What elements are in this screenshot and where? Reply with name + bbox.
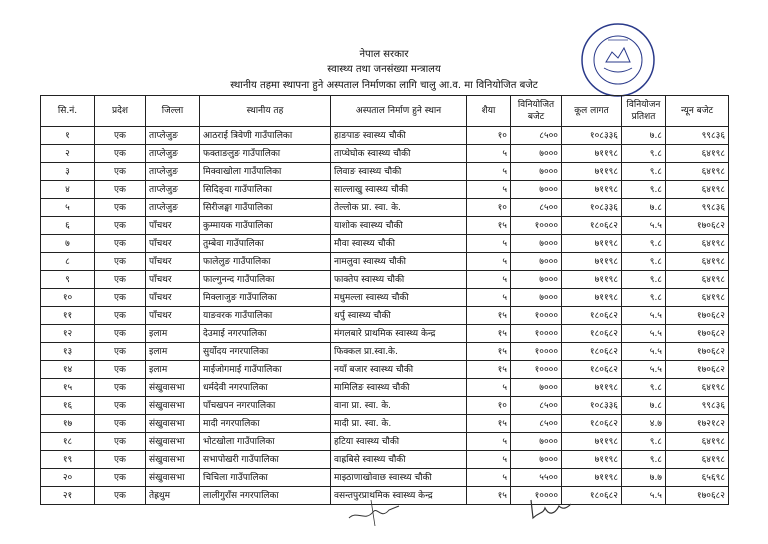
- cell-district: पाँचथर: [146, 217, 200, 235]
- cell-deficit-budget: ६४१९८: [666, 289, 729, 307]
- cell-total-cost: १०८३३६: [562, 397, 622, 415]
- document-title: स्थानीय तहमा स्थापना हुने अस्पताल निर्माणका लागि चालु आ.व. मा विनियोजित बजेट: [230, 80, 538, 91]
- cell-deficit-budget: ६४१९८: [666, 433, 729, 451]
- cell-province: एक: [95, 379, 146, 397]
- cell-deficit-budget: ६४१९८: [666, 145, 729, 163]
- cell-beds: ५: [467, 163, 511, 181]
- cell-province: एक: [95, 433, 146, 451]
- col-header-hospital-site: अस्पताल निर्माण हुने स्थान: [331, 96, 467, 127]
- cell-total-cost: १८०६८२: [562, 361, 622, 379]
- budget-table: [40, 95, 729, 505]
- cell-allocated-budget: ८५००: [511, 415, 562, 433]
- cell-local-level: सिरीजङ्घा गाउँपालिका: [200, 199, 331, 217]
- cell-sn: २: [41, 145, 95, 163]
- cell-deficit-budget: १७०६८२: [666, 325, 729, 343]
- cell-local-level: पाँचखपन नगरपालिका: [200, 397, 331, 415]
- government-title: नेपाल सरकार: [359, 49, 409, 60]
- cell-province: एक: [95, 217, 146, 235]
- table-row: [41, 451, 729, 469]
- cell-province: एक: [95, 325, 146, 343]
- cell-total-cost: ७११९८: [562, 451, 622, 469]
- cell-total-cost: १८०६८२: [562, 217, 622, 235]
- cell-total-cost: १८०६८२: [562, 415, 622, 433]
- cell-total-cost: १८०६८२: [562, 307, 622, 325]
- cell-local-level: आठराई त्रिवेणी गाउँपालिका: [200, 127, 331, 145]
- cell-sn: १४: [41, 361, 95, 379]
- cell-district: संखुवासभा: [146, 397, 200, 415]
- cell-province: एक: [95, 253, 146, 271]
- cell-local-level: मादी नगरपालिका: [200, 415, 331, 433]
- cell-hospital-site: माझ्ठाणाखोवाछ स्वास्थ्य चौकी: [331, 469, 467, 487]
- cell-sn: १०: [41, 289, 95, 307]
- cell-district: तेह्रथुम: [146, 487, 200, 505]
- cell-local-level: लालीगुराँस नगरपालिका: [200, 487, 331, 505]
- cell-local-level: फक्ताङलुङ गाउँपालिका: [200, 145, 331, 163]
- cell-total-cost: ७११९८: [562, 145, 622, 163]
- cell-province: एक: [95, 199, 146, 217]
- cell-beds: ५: [467, 289, 511, 307]
- col-header-district: जिल्ला: [146, 96, 200, 127]
- cell-total-cost: ७११९८: [562, 379, 622, 397]
- cell-deficit-budget: १७२१८२: [666, 415, 729, 433]
- table-row: [41, 307, 729, 325]
- cell-deficit-budget: ६४१९८: [666, 271, 729, 289]
- cell-local-level: मिक्लाजुङ गाउँपालिका: [200, 289, 331, 307]
- cell-sn: ११: [41, 307, 95, 325]
- cell-district: संखुवासभा: [146, 433, 200, 451]
- cell-hospital-site: वसन्तपुरप्राथमिक स्वास्थ्य केन्द्र: [331, 487, 467, 505]
- cell-province: एक: [95, 289, 146, 307]
- cell-hospital-site: वाना प्रा. स्वा. के.: [331, 397, 467, 415]
- cell-allocation-percent: ४.७: [622, 415, 666, 433]
- table-row: [41, 127, 729, 145]
- cell-hospital-site: साल्लाखु स्वास्थ्य चौकी: [331, 181, 467, 199]
- cell-allocated-budget: ७०००: [511, 145, 562, 163]
- cell-hospital-site: मंगलबारे प्राथमिक स्वास्थ्य केन्द्र: [331, 325, 467, 343]
- cell-province: एक: [95, 343, 146, 361]
- cell-local-level: याङवरक गाउँपालिका: [200, 307, 331, 325]
- cell-beds: ५: [467, 379, 511, 397]
- cell-allocated-budget: ७०००: [511, 163, 562, 181]
- cell-hospital-site: मादी प्रा. स्वा. के.: [331, 415, 467, 433]
- col-header-allocated-budget: विनियोजित बजेट: [511, 96, 562, 127]
- cell-hospital-site: ताप्थेघोक स्वास्थ्य चौकी: [331, 145, 467, 163]
- cell-district: पाँचथर: [146, 271, 200, 289]
- cell-allocation-percent: ५.५: [622, 487, 666, 505]
- cell-district: संखुवासभा: [146, 469, 200, 487]
- cell-allocation-percent: ९.८: [622, 433, 666, 451]
- cell-sn: ३: [41, 163, 95, 181]
- cell-beds: ५: [467, 145, 511, 163]
- cell-deficit-budget: ६४१९८: [666, 235, 729, 253]
- cell-district: इलाम: [146, 325, 200, 343]
- cell-province: एक: [95, 145, 146, 163]
- cell-hospital-site: फाक्तेप स्वास्थ्य चौकी: [331, 271, 467, 289]
- signature-2: [525, 494, 575, 522]
- cell-deficit-budget: ६५६९८: [666, 469, 729, 487]
- cell-local-level: सिदिङ्वा गाउँपालिका: [200, 181, 331, 199]
- table-row: [41, 163, 729, 181]
- cell-province: एक: [95, 487, 146, 505]
- cell-allocation-percent: ९.८: [622, 271, 666, 289]
- cell-total-cost: १८०६८२: [562, 325, 622, 343]
- cell-local-level: फालेलुङ गाउँपालिका: [200, 253, 331, 271]
- cell-deficit-budget: ६४१९८: [666, 253, 729, 271]
- cell-local-level: तुम्बेवा गाउँपालिका: [200, 235, 331, 253]
- cell-allocated-budget: ७०००: [511, 433, 562, 451]
- cell-district: ताप्लेजुङ: [146, 199, 200, 217]
- cell-allocation-percent: ५.५: [622, 361, 666, 379]
- cell-beds: ५: [467, 253, 511, 271]
- cell-province: एक: [95, 163, 146, 181]
- cell-local-level: सुर्योदय नगरपालिका: [200, 343, 331, 361]
- cell-beds: १५: [467, 343, 511, 361]
- cell-allocated-budget: ८५००: [511, 397, 562, 415]
- cell-allocated-budget: ८५००: [511, 199, 562, 217]
- cell-sn: १५: [41, 379, 95, 397]
- cell-district: पाँचथर: [146, 253, 200, 271]
- table-row: [41, 271, 729, 289]
- cell-allocated-budget: १००००: [511, 361, 562, 379]
- ministry-title: स्वास्थ्य तथा जनसंख्या मन्त्रालय: [327, 64, 441, 75]
- cell-beds: ५: [467, 271, 511, 289]
- cell-deficit-budget: ६४१९८: [666, 163, 729, 181]
- cell-sn: ४: [41, 181, 95, 199]
- cell-deficit-budget: १७०६८२: [666, 343, 729, 361]
- cell-province: एक: [95, 361, 146, 379]
- cell-beds: ५: [467, 433, 511, 451]
- cell-sn: १२: [41, 325, 95, 343]
- cell-province: एक: [95, 271, 146, 289]
- table-row: [41, 469, 729, 487]
- table-row: [41, 217, 729, 235]
- cell-total-cost: ७११९८: [562, 181, 622, 199]
- table-row: [41, 433, 729, 451]
- cell-sn: १९: [41, 451, 95, 469]
- cell-beds: १०: [467, 397, 511, 415]
- cell-hospital-site: नयाँ बजार स्वास्थ्य चौकी: [331, 361, 467, 379]
- cell-sn: ६: [41, 217, 95, 235]
- table-row: [41, 145, 729, 163]
- cell-allocation-percent: ७.८: [622, 199, 666, 217]
- cell-allocated-budget: ७०००: [511, 235, 562, 253]
- cell-sn: २१: [41, 487, 95, 505]
- cell-hospital-site: फिक्कल प्रा.स्वा.के.: [331, 343, 467, 361]
- cell-deficit-budget: १७०६८२: [666, 217, 729, 235]
- cell-allocation-percent: ९.८: [622, 379, 666, 397]
- cell-deficit-budget: १७०६८२: [666, 361, 729, 379]
- cell-deficit-budget: ६४१९८: [666, 379, 729, 397]
- cell-hospital-site: तेल्लोक प्रा. स्वा. के.: [331, 199, 467, 217]
- table-row: [41, 289, 729, 307]
- cell-beds: ५: [467, 451, 511, 469]
- cell-allocated-budget: १००००: [511, 343, 562, 361]
- cell-local-level: मिक्वाखोला गाउँपालिका: [200, 163, 331, 181]
- cell-beds: ५: [467, 469, 511, 487]
- cell-sn: ५: [41, 199, 95, 217]
- cell-hospital-site: वाह्रबिसे स्वास्थ्य चौकी: [331, 451, 467, 469]
- cell-district: ताप्लेजुङ: [146, 145, 200, 163]
- cell-hospital-site: नामलुवा स्वास्थ्य चौकी: [331, 253, 467, 271]
- cell-province: एक: [95, 181, 146, 199]
- cell-local-level: फाल्गुनन्द गाउँपालिका: [200, 271, 331, 289]
- cell-beds: १०: [467, 199, 511, 217]
- cell-allocation-percent: ५.५: [622, 307, 666, 325]
- table-row: [41, 397, 729, 415]
- cell-allocation-percent: ९.८: [622, 451, 666, 469]
- cell-allocation-percent: ५.५: [622, 325, 666, 343]
- cell-allocated-budget: ७०००: [511, 451, 562, 469]
- cell-sn: १८: [41, 433, 95, 451]
- table-row: [41, 415, 729, 433]
- cell-allocated-budget: १००००: [511, 307, 562, 325]
- cell-hospital-site: मौवा स्वास्थ्य चौकी: [331, 235, 467, 253]
- cell-hospital-site: हटिया स्वास्थ्य चौकी: [331, 433, 467, 451]
- cell-hospital-site: मामिलिङ स्वास्थ्य चौकी: [331, 379, 467, 397]
- cell-hospital-site: थर्पु स्वास्थ्य चौकी: [331, 307, 467, 325]
- cell-province: एक: [95, 451, 146, 469]
- col-header-beds: शैया: [467, 96, 511, 127]
- cell-beds: १५: [467, 307, 511, 325]
- cell-sn: २०: [41, 469, 95, 487]
- cell-deficit-budget: १७०६८२: [666, 307, 729, 325]
- cell-deficit-budget: १७०६८२: [666, 487, 729, 505]
- col-header-sn: सि.नं.: [41, 96, 95, 127]
- cell-allocation-percent: ९.८: [622, 181, 666, 199]
- table-row: [41, 235, 729, 253]
- cell-deficit-budget: ९९८३६: [666, 199, 729, 217]
- cell-sn: १७: [41, 415, 95, 433]
- cell-allocation-percent: ९.८: [622, 163, 666, 181]
- cell-sn: १: [41, 127, 95, 145]
- cell-local-level: कुम्मायक गाउँपालिका: [200, 217, 331, 235]
- cell-allocated-budget: १००००: [511, 487, 562, 505]
- cell-province: एक: [95, 307, 146, 325]
- cell-local-level: धर्मदेवी नगरपालिका: [200, 379, 331, 397]
- cell-beds: १५: [467, 361, 511, 379]
- cell-province: एक: [95, 235, 146, 253]
- cell-deficit-budget: ६४१९८: [666, 451, 729, 469]
- cell-beds: १०: [467, 127, 511, 145]
- cell-province: एक: [95, 415, 146, 433]
- cell-allocation-percent: ९.८: [622, 289, 666, 307]
- cell-allocation-percent: ७.७: [622, 469, 666, 487]
- cell-hospital-site: हाङपाङ स्वास्थ्य चौकी: [331, 127, 467, 145]
- col-header-total-cost: कूल लागत: [562, 96, 622, 127]
- cell-total-cost: ७११९८: [562, 235, 622, 253]
- cell-district: संखुवासभा: [146, 451, 200, 469]
- col-header-allocation-percent: विनियोजन प्रतिशत: [622, 96, 666, 127]
- cell-total-cost: ७११९८: [562, 433, 622, 451]
- cell-total-cost: १८०६८२: [562, 487, 622, 505]
- cell-local-level: भोटखोला गाउँपालिका: [200, 433, 331, 451]
- cell-total-cost: ७११९८: [562, 253, 622, 271]
- cell-hospital-site: लिवाङ स्वास्थ्य चौकी: [331, 163, 467, 181]
- cell-total-cost: १०८३३६: [562, 199, 622, 217]
- cell-beds: १५: [467, 217, 511, 235]
- cell-district: पाँचथर: [146, 235, 200, 253]
- cell-district: इलाम: [146, 343, 200, 361]
- cell-allocation-percent: ७.८: [622, 127, 666, 145]
- table-row: [41, 181, 729, 199]
- cell-total-cost: ७११९८: [562, 271, 622, 289]
- cell-local-level: देउमाई नगरपालिका: [200, 325, 331, 343]
- cell-allocated-budget: ५५००: [511, 469, 562, 487]
- cell-district: ताप्लेजुङ: [146, 181, 200, 199]
- cell-sn: ७: [41, 235, 95, 253]
- cell-allocation-percent: ५.५: [622, 217, 666, 235]
- cell-allocated-budget: ८५००: [511, 127, 562, 145]
- cell-hospital-site: याशोक स्वास्थ्य चौकी: [331, 217, 467, 235]
- cell-total-cost: १०८३३६: [562, 127, 622, 145]
- cell-province: एक: [95, 397, 146, 415]
- cell-district: ताप्लेजुङ: [146, 163, 200, 181]
- table-row: [41, 379, 729, 397]
- cell-province: एक: [95, 469, 146, 487]
- cell-allocated-budget: ७०००: [511, 289, 562, 307]
- signature-1: [345, 496, 405, 528]
- cell-deficit-budget: ९९८३६: [666, 127, 729, 145]
- cell-sn: १३: [41, 343, 95, 361]
- cell-allocated-budget: ७०००: [511, 181, 562, 199]
- cell-allocation-percent: ९.८: [622, 253, 666, 271]
- table-row: [41, 343, 729, 361]
- cell-allocation-percent: ७.८: [622, 397, 666, 415]
- cell-allocated-budget: ७०००: [511, 379, 562, 397]
- cell-district: पाँचथर: [146, 289, 200, 307]
- cell-province: एक: [95, 127, 146, 145]
- cell-sn: ८: [41, 253, 95, 271]
- cell-beds: १५: [467, 415, 511, 433]
- cell-total-cost: १८०६८२: [562, 343, 622, 361]
- cell-allocation-percent: ९.८: [622, 235, 666, 253]
- cell-district: इलाम: [146, 361, 200, 379]
- cell-allocated-budget: १००००: [511, 325, 562, 343]
- cell-local-level: माईजोगमाई गाउँपालिका: [200, 361, 331, 379]
- col-header-province: प्रदेश: [95, 96, 146, 127]
- table-row: [41, 325, 729, 343]
- cell-deficit-budget: ९९८३६: [666, 397, 729, 415]
- table-row: [41, 253, 729, 271]
- cell-total-cost: ७११९८: [562, 469, 622, 487]
- cell-sn: १६: [41, 397, 95, 415]
- cell-sn: ९: [41, 271, 95, 289]
- cell-local-level: सभापोखरी गाउँपालिका: [200, 451, 331, 469]
- cell-beds: ५: [467, 181, 511, 199]
- cell-total-cost: ७११९८: [562, 289, 622, 307]
- cell-deficit-budget: ६४१९८: [666, 181, 729, 199]
- cell-beds: १५: [467, 487, 511, 505]
- cell-local-level: चिचिला गाउँपालिका: [200, 469, 331, 487]
- cell-district: संखुवासभा: [146, 415, 200, 433]
- table-header-row: [41, 96, 729, 127]
- cell-district: संखुवासभा: [146, 379, 200, 397]
- table-row: [41, 199, 729, 217]
- col-header-local-level: स्थानीय तह: [200, 96, 331, 127]
- cell-hospital-site: मधुमल्ला स्वास्थ्य चौकी: [331, 289, 467, 307]
- cell-allocated-budget: १००००: [511, 217, 562, 235]
- cell-district: पाँचथर: [146, 307, 200, 325]
- cell-beds: १५: [467, 325, 511, 343]
- cell-allocated-budget: ७०००: [511, 271, 562, 289]
- cell-allocated-budget: ७०००: [511, 253, 562, 271]
- table-row: [41, 361, 729, 379]
- cell-district: ताप्लेजुङ: [146, 127, 200, 145]
- cell-allocation-percent: ९.८: [622, 145, 666, 163]
- cell-beds: ५: [467, 235, 511, 253]
- cell-allocation-percent: ५.५: [622, 343, 666, 361]
- ministry-seal-stamp: [578, 20, 658, 100]
- cell-total-cost: ७११९८: [562, 163, 622, 181]
- col-header-deficit-budget: न्यून बजेट: [666, 96, 729, 127]
